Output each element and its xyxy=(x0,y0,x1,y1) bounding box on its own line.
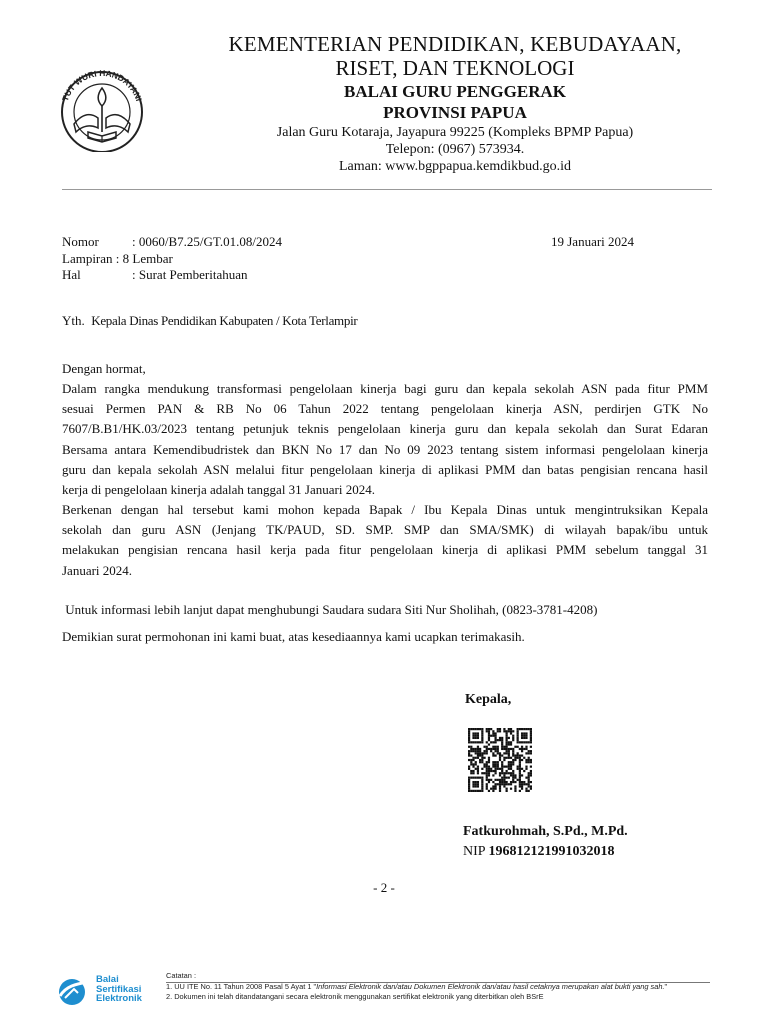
paragraph-2-line: sekolah dan guru ASN (Jenjang TK/PAUD, SD. SMP. SMP dan SMA/SMK) di wilayah bapak/ibu untuk xyxy=(62,522,708,538)
phone: Telepon: (0967) 573934. xyxy=(385,142,525,157)
qr-code-icon xyxy=(468,728,532,792)
svg-text:TUT WURI HANDAYANI: TUT WURI HANDAYANI xyxy=(59,67,145,103)
hal-label: Hal xyxy=(62,267,81,282)
institution-name: BALAI GURU PENGGERAK xyxy=(344,82,566,101)
ministry-name-line1: KEMENTERIAN PENDIDIKAN, KEBUDAYAAN, xyxy=(228,32,682,56)
website: Laman: www.bgppapua.kemdikbud.go.id xyxy=(339,159,571,174)
province-name: PROVINSI PAPUA xyxy=(383,103,527,122)
meta-hal xyxy=(62,267,248,283)
recipient xyxy=(62,313,357,329)
lampiran-value: : 8 Lembar xyxy=(115,251,173,266)
tut-wuri-handayani-logo xyxy=(52,66,152,152)
note-1 xyxy=(166,982,667,993)
footer-notes xyxy=(166,971,667,1003)
nip-label: NIP xyxy=(463,844,486,859)
letter-date: 19 Januari 2024 xyxy=(551,234,635,249)
paragraph-2-line: Januari 2024. xyxy=(62,562,133,578)
paragraph-2-line: Berkenan dengan hal tersebut kami mohon kepada Bapak / Ibu Kepala Dinas untuk mengintruksikan Kepala xyxy=(62,502,708,517)
header-divider xyxy=(62,189,712,190)
paragraph-1-line: kerja di pengelolaan kinerja adalah tanggal 31 Januari 2024. xyxy=(62,482,375,498)
paragraph-1-line: Bersama antara Kemendibudristek dan BKN No 17 dan No 09 2023 tentang sistem informasi pengelolaan kinerja xyxy=(62,441,708,457)
contact-info: Untuk informasi lebih lanjut dapat menghubungi Saudara sudara Siti Nur Sholihah, (0823-3781-4208) xyxy=(62,602,598,617)
note-2: 2. Dokumen ini telah ditandatangani secara elektronik menggunakan sertifikat elektronik yang diterbitkan oleh BSrE xyxy=(166,992,544,1001)
bsre-line2: Sertifikasi xyxy=(96,983,142,995)
footer-divider xyxy=(166,982,710,983)
catatan-label: Catatan : xyxy=(166,971,196,980)
bsre-line1: Balai xyxy=(96,974,119,985)
paragraph-1-line: 7607/B.B1/HK.03/2023 tentang petunjuk teknis pengelolaan kinerja guru dan kepala sekolah dan Surat Edaran xyxy=(62,421,708,437)
ministry-name-line2: RISET, DAN TEKNOLOGI xyxy=(335,56,575,80)
nomor-value: : 0060/B7.25/GT.01.08/2024 xyxy=(132,234,282,249)
signatory-name: Fatkurohmah, S.Pd., M.Pd. xyxy=(463,824,628,839)
note-1-suffix: " xyxy=(664,981,668,991)
meta-lampiran xyxy=(62,251,173,267)
bsre-name xyxy=(96,975,142,1004)
hal-value: : Surat Pemberitahuan xyxy=(132,267,248,282)
paragraph-1 xyxy=(62,379,708,500)
paragraph-2 xyxy=(62,500,708,581)
note-1-quote: Informasi Elektronik dan/atau Dokumen Elektronik dan/atau hasil cetaknya merupakan alat bukti yang sah. xyxy=(316,981,665,991)
signatory-nip xyxy=(463,844,615,860)
closing: Demikian surat permohonan ini kami buat, atas kesediaannya kami ucapkan terimakasih. xyxy=(62,629,525,644)
recipient-prefix: Yth. xyxy=(62,313,85,328)
paragraph-1-line: guru dan kepala sekolah ASN melalui fitur pengelolaan kinerja di aplikasi PMM dan batas pengisian rencana hasil xyxy=(62,461,708,477)
recipient-name: Kepala Dinas Pendidikan Kabupaten / Kota Terlampir xyxy=(91,313,358,328)
bsre-line3: Elektronik xyxy=(96,993,142,1004)
nip-value: 196812121991032018 xyxy=(488,844,615,859)
lampiran-label: Lampiran xyxy=(62,251,113,266)
greeting: Dengan hormat, xyxy=(62,361,146,376)
paragraph-1-line: sesuai Permen PAN & RB No 06 Tahun 2022 tentang pengelolaan kinerja ASN, perdirjen GTK No xyxy=(62,401,708,417)
bsre-logo-icon xyxy=(56,976,90,1006)
meta-nomor xyxy=(62,234,282,250)
note-1-prefix: 1. UU ITE No. 11 Tahun 2008 Pasal 5 Ayat 1 " xyxy=(166,981,317,991)
nomor-label: Nomor xyxy=(62,234,99,249)
page-number: - 2 - xyxy=(373,880,395,895)
signature-title: Kepala, xyxy=(465,692,512,707)
paragraph-2-line: melakukan pengisian rencana hasil kerja pada fitur pengelolaan kinerja di aplikasi PMM sebelum tanggal 31 xyxy=(62,542,708,558)
paragraph-1-line: Dalam rangka mendukung transformasi pengelolaan kinerja bagi guru dan kepala sekolah ASN pada fitur PMM xyxy=(62,381,708,396)
address: Jalan Guru Kotaraja, Jayapura 99225 (Kompleks BPMP Papua) xyxy=(276,125,634,140)
